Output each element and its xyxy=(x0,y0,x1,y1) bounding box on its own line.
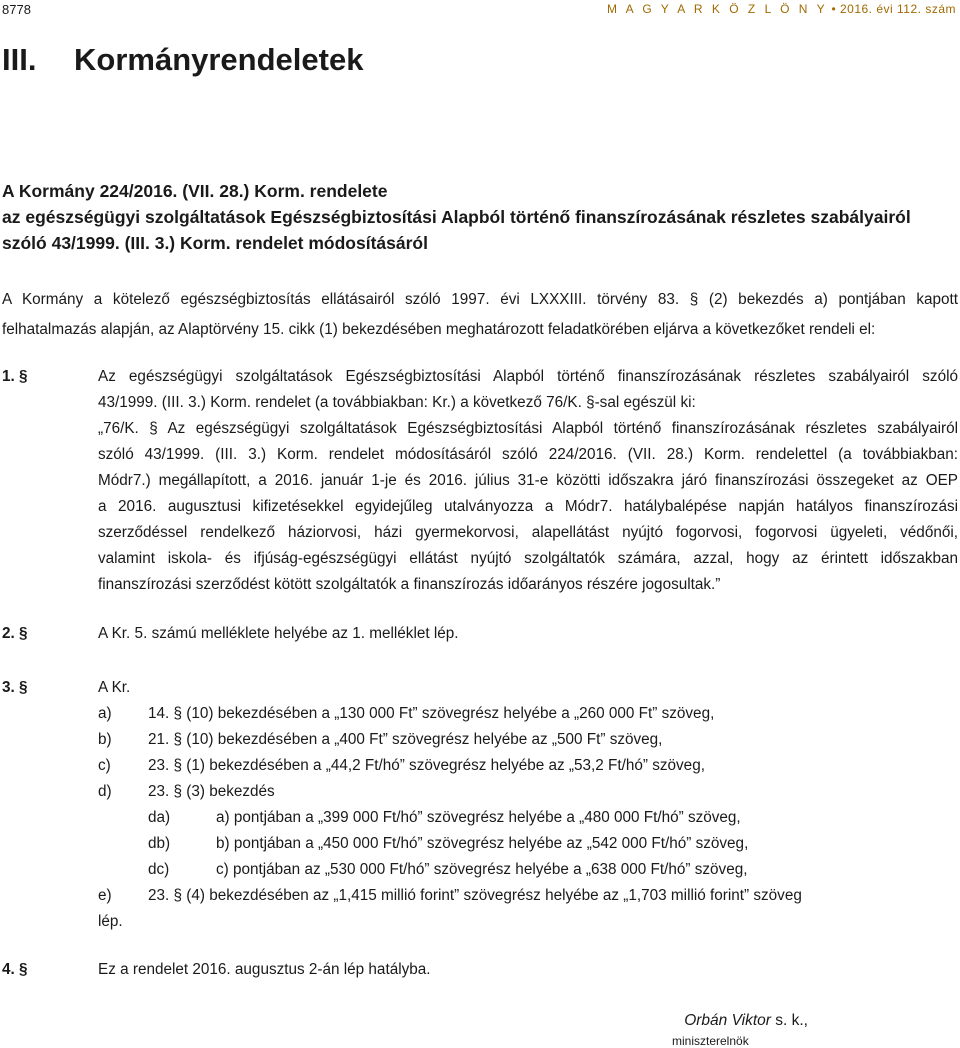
sub-list-item-text: a) pontjában a „399 000 Ft/hó” szövegrész helyébe a „480 000 Ft/hó” szöveg, xyxy=(216,809,741,826)
sub-list-item-text: b) pontjában a „450 000 Ft/hó” szövegrész helyébe az „542 000 Ft/hó” szöveg, xyxy=(216,835,749,852)
preamble-line: A Kormány a kötelező egészségbiztosítás ellátásairól szóló 1997. évi LXXXIII. törvény 83. § (2) bekezdés a) pontjában kapott xyxy=(2,291,958,308)
section-3-body xyxy=(98,675,958,935)
section-1-line: finanszírozási szerződést kötött szolgáltatók a finanszírozás időarányos részére jogosultak.” xyxy=(98,576,721,593)
section-4-body xyxy=(98,957,958,983)
signature-suffix: s. k., xyxy=(775,1012,808,1029)
decree-title-line: az egészségügyi szolgáltatások Egészségbiztosítási Alapból történő finanszírozásának részletes szabályairól xyxy=(2,207,911,227)
list-item-text: 23. § (3) bekezdés xyxy=(148,783,275,800)
page-number: 8778 xyxy=(2,2,31,17)
list-item-text: 21. § (10) bekezdésében a „400 Ft” szövegrész helyébe az „500 Ft” szöveg, xyxy=(148,731,663,748)
section-1-label: 1. § xyxy=(2,368,28,385)
preamble xyxy=(2,285,958,345)
section-1-line: 43/1999. (III. 3.) Korm. rendelet (a továbbiakban: Kr.) a következő 76/K. §-sal egészül ki: xyxy=(98,394,696,411)
section-4-text: Ez a rendelet 2016. augusztus 2-án lép hatályba. xyxy=(98,961,431,978)
section-1-line: Módr7.) megállapított, a 2016. január 1-je és 2016. július 31-e közötti időszakra járó finanszírozási összegeket az OEP xyxy=(98,472,958,489)
list-item-key: c) xyxy=(98,757,111,774)
section-2-text: A Kr. 5. számú melléklete helyébe az 1. melléklet lép. xyxy=(98,625,459,642)
list-item-key: a) xyxy=(98,705,112,722)
sub-list-item xyxy=(98,831,958,857)
sub-list-item-key: da) xyxy=(148,809,171,826)
list-item xyxy=(98,779,958,805)
section-1-line: valamint iskola- és ifjúság-egészségügyi ellátást nyújtó szolgáltatók számára, azzal, hogy az érintett időszakban xyxy=(98,550,958,567)
list-item xyxy=(98,701,958,727)
decree-title xyxy=(2,178,958,256)
section-3-intro: A Kr. xyxy=(98,679,131,696)
list-item-text: 14. § (10) bekezdésében a „130 000 Ft” szövegrész helyébe a „260 000 Ft” szöveg, xyxy=(148,705,715,722)
decree-title-line: szóló 43/1999. (III. 3.) Korm. rendelet módosításáról xyxy=(2,233,428,253)
list-item xyxy=(98,883,958,909)
sub-list-item-text: c) pontjában az „530 000 Ft/hó” szövegrész helyébe a „638 000 Ft/hó” szöveg, xyxy=(216,861,748,878)
preamble-line: felhatalmazás alapján, az Alaptörvény 15. cikk (1) bekezdésében meghatározott feladatkörében eljárva a következőket rendeli el: xyxy=(2,321,876,338)
list-item-key: d) xyxy=(98,783,112,800)
section-1-line: a 2016. augusztusi kifizetésekkel egyidejűleg utalványozza a Módr7. hatálybalépése napján hatályos finanszírozási xyxy=(98,498,958,515)
section-title xyxy=(2,42,363,78)
sub-list-item-key: dc) xyxy=(148,861,170,878)
section-number: III. xyxy=(2,42,37,77)
list-item xyxy=(98,727,958,753)
list-item xyxy=(98,753,958,779)
bullet-separator: • xyxy=(831,2,837,16)
list-item-key: e) xyxy=(98,887,112,904)
section-1-line: „76/K. § Az egészségügyi szolgáltatások Egészségbiztosítási Alapból történő finanszírozásának részletes szabályairól xyxy=(98,420,958,437)
section-1-line: szóló 43/1999. (III. 3.) Korm. rendelet módosításáról szóló 224/2016. (VII. 28.) Korm. rendelettel (a továbbiakban: xyxy=(98,446,958,463)
section-3-closing: lép. xyxy=(98,913,123,930)
signatory-title: miniszterelnök xyxy=(672,1034,749,1048)
section-2-label: 2. § xyxy=(2,625,28,642)
section-1-body xyxy=(98,364,958,598)
running-head xyxy=(607,2,956,16)
list-item-text: 23. § (4) bekezdésében az „1,415 millió forint” szövegrész helyébe az „1,703 millió forint” szöveg xyxy=(148,887,802,904)
signature xyxy=(684,1012,808,1030)
signatory-name: Orbán Viktor xyxy=(684,1012,771,1029)
section-name: Kormányrendeletek xyxy=(74,42,364,77)
publication-name: M A G Y A R K Ö Z L Ö N Y xyxy=(606,2,828,16)
section-4-label: 4. § xyxy=(2,961,28,978)
list-item-key: b) xyxy=(98,731,112,748)
section-1-line: szerződéssel rendelkező háziorvosi, házi gyermekorvosi, alapellátást nyújtó fogorvosi, fogorvosi ügyeleti, védőnői, xyxy=(98,524,958,541)
issue-info: 2016. évi 112. szám xyxy=(839,2,956,16)
sub-list-item xyxy=(98,805,958,831)
sub-list-item xyxy=(98,857,958,883)
list-item-text: 23. § (1) bekezdésében a „44,2 Ft/hó” szövegrész helyébe az „53,2 Ft/hó” szöveg, xyxy=(148,757,705,774)
sub-list-item-key: db) xyxy=(148,835,171,852)
section-2-body xyxy=(98,621,958,647)
section-1-line: Az egészségügyi szolgáltatások Egészségbiztosítási Alapból történő finanszírozásának részletes szabályairól szóló xyxy=(98,368,958,385)
section-3-label: 3. § xyxy=(2,679,28,696)
decree-title-line: A Kormány 224/2016. (VII. 28.) Korm. rendelete xyxy=(2,181,388,201)
